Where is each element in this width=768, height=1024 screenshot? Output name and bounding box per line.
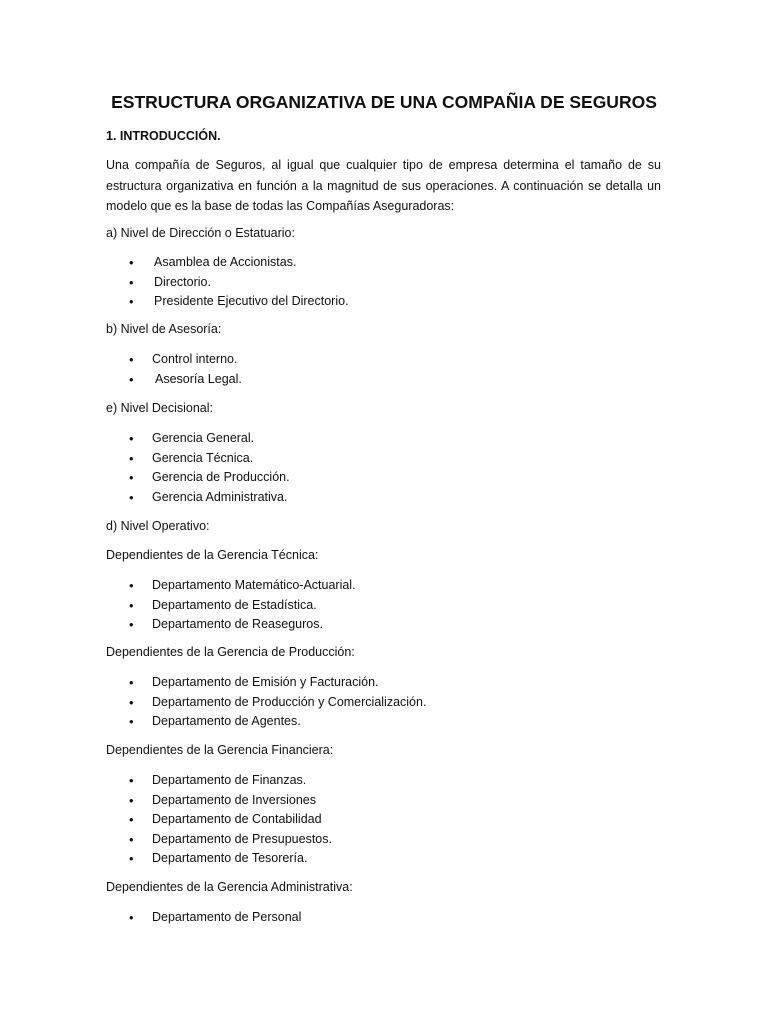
section-label-direccion: a) Nivel de Dirección o Estatuario:	[106, 226, 295, 240]
bullet-icon: •	[129, 812, 134, 827]
bullet-icon: •	[129, 470, 134, 485]
bullet-icon: •	[129, 489, 134, 505]
bullet-icon: •	[129, 617, 134, 632]
section-label-decisional: e) Nivel Decisional:	[106, 401, 213, 415]
section-label-gerencia-tecnica: Dependientes de la Gerencia Técnica:	[106, 548, 319, 562]
bullet-icon: •	[129, 597, 134, 613]
bullet-icon: •	[129, 910, 134, 925]
bullet-icon: •	[129, 274, 134, 290]
bullet-icon: •	[129, 255, 134, 270]
bullet-icon: •	[129, 450, 134, 466]
section-label-gerencia-administrativa: Dependientes de la Gerencia Administrativa:	[106, 880, 353, 894]
bullet-icon: •	[129, 371, 134, 387]
section-heading: 1. INTRODUCCIÓN.	[106, 129, 221, 143]
document-title: ESTRUCTURA ORGANIZATIVA DE UNA COMPAÑIA DE SEGUROS	[111, 92, 657, 112]
bullet-icon: •	[129, 694, 134, 710]
bullet-icon: •	[129, 352, 134, 367]
bullet-icon: •	[129, 714, 134, 729]
bullet-icon: •	[129, 773, 134, 788]
bullet-icon: •	[129, 851, 134, 866]
document-page: ESTRUCTURA ORGANIZATIVA DE UNA COMPAÑIA DE SEGUROS 1. INTRODUCCIÓN. Una compañía de Seguros, al igual que cualquier tipo de empresa determina el tamaño de su estructura organizativa en función a la magnitud de sus operaciones. A continuación se detalla un modelo que es la base de todas las Compañías Aseguradoras: a) Nivel de Dirección o Estatuario: • Asamblea de Accionistas. • Directorio. • Presidente Ejecutivo del Directorio. b) Nivel de Asesoría: • Control interno. • Asesoría Legal. e) Nivel Decisional: • Gerencia General. • Gerencia Técnica. • Gerencia de Producción. • Gerencia Administrativa. d) Nivel Operativo: Dependientes de la Gerencia Técnica: • Departamento Matemático-Actuarial. • Departamento de Estadística. • Departamento de Reaseguros. Dependientes de la Gerencia de Producción: • Departamento de Emisión y Facturación. • Departamento de Producción y Comercialización. • Departamento de Agentes. Dependientes de la Gerencia Financiera: • Departamento de Finanzas. • Departamento de Inversiones • Departamento de Contabilidad • Departamento de Presupuestos. • Departamento de Tesorería. Dependientes de la Gerencia Administrativa: • Departamento de Personal	[0, 0, 768, 1024]
bullet-icon: •	[129, 431, 134, 446]
intro-paragraph: Una compañía de Seguros, al igual que cualquier tipo de empresa determina el tamaño de su estructura organizativa en función a la magnitud de sus operaciones. A continuación se detalla un modelo que es la base de todas las Compañías Aseguradoras:	[106, 158, 661, 213]
bullet-icon: •	[129, 294, 134, 309]
bullet-icon: •	[129, 792, 134, 808]
section-label-gerencia-produccion: Dependientes de la Gerencia de Producción:	[106, 645, 355, 659]
bullet-icon: •	[129, 831, 134, 847]
section-label-asesoria: b) Nivel de Asesoría:	[106, 322, 222, 336]
bullet-icon: •	[129, 675, 134, 690]
section-label-gerencia-financiera: Dependientes de la Gerencia Financiera:	[106, 743, 334, 757]
bullet-icon: •	[129, 578, 134, 593]
section-label-operativo: d) Nivel Operativo:	[106, 519, 210, 533]
